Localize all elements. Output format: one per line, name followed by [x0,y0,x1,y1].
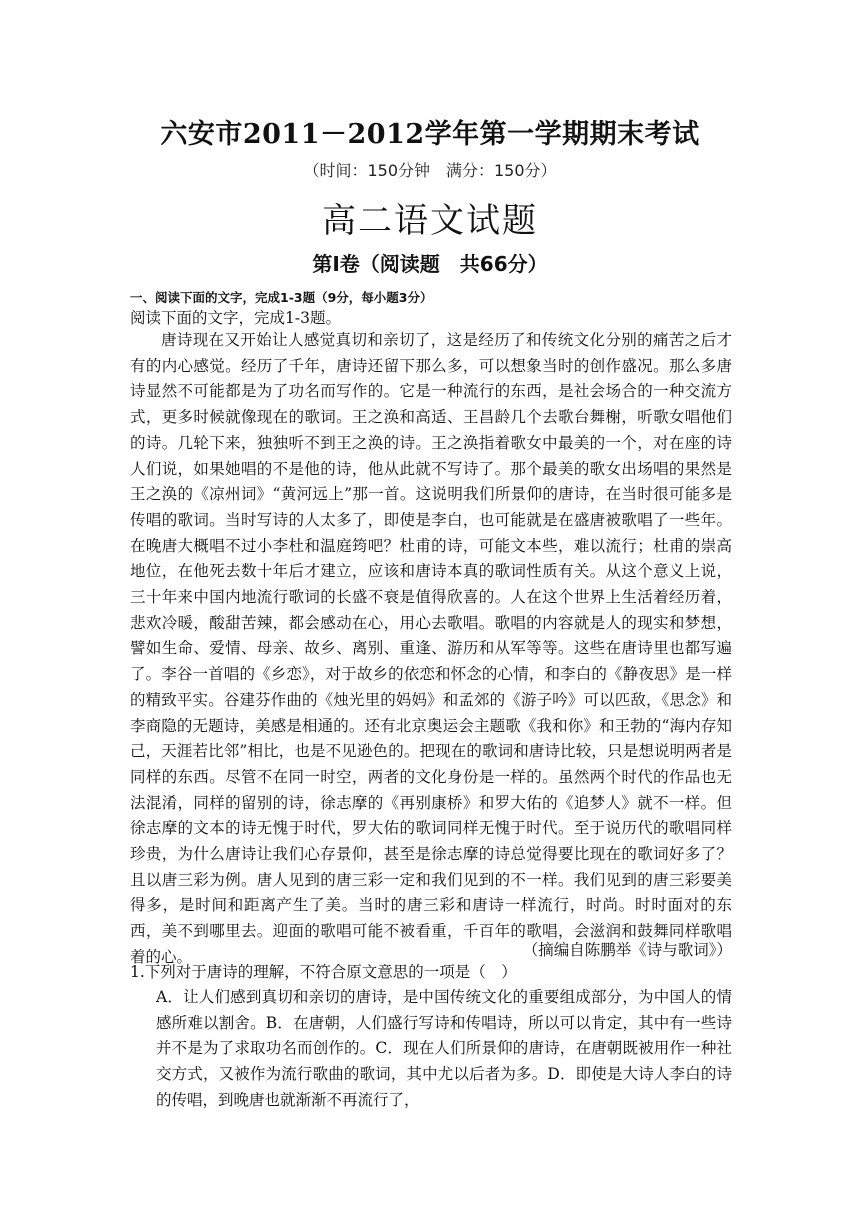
exam-title: 六安市2011－2012学年第一学期期末考试 [160,119,700,150]
section-instruction: 阅读下面的文字，完成1-3题。 [130,309,341,327]
reading-passage: 唐诗现在又开始让人感觉真切和亲切了，这是经历了和传统文化分别的痛苦之后才有的内心感觉。经历了千年，唐诗还留下那么多，可以想象当时的创作盛况。那么多唐诗显然不可能都是为了功名而写作的。它是一种流行的东西，是社会场合的一种交流方式，更多时候就像现在的歌词。王之涣和高适、王昌龄几个去歌台舞榭，听歌女唱他们的诗。几轮下来，独独听不到王之涣的诗。王之涣指着歌女中最美的一个，对在座的诗人们说，如果她唱的不是他的诗，他从此就不写诗了。那个最美的歌女出场唱的果然是王之涣的《凉州词》“黄河远上”那一首。这说明我们所景仰的唐诗，在当时很可能多是传唱的歌词。当时写诗的人太多了，即使是李白，也可能就是在盛唐被歌唱了一些年。在晚唐大概唱不过小李杜和温庭筠吧？杜甫的诗，可能文本些，难以流行；杜甫的崇高地位，在他死去数十年后才建立，应该和唐诗本真的歌词性质有关。从这个意义上说，三十年来中国内地流行歌词的长盛不衰是值得欣喜的。人在这个世界上生活着经历着，悲欢冷暖，酸甜苦辣，都会感动在心，用心去歌唱。歌唱的内容就是人的现实和梦想，譬如生命、爱情、母亲、故乡、离别、重逢、游历和从军等等。这些在唐诗里也都写遍了。李谷一首唱的《乡恋》，对于故乡的依恋和怀念的心情，和李白的《静夜思》是一样的精致平实。谷建芬作曲的《烛光里的妈妈》和孟郊的《游子吟》可以匹敌，《思念》和李商隐的无题诗，美感是相通的。还有北京奥运会主题歌《我和你》和王勃的“海内存知己，天涯若比邻”相比，也是不见逊色的。把现在的歌词和唐诗比较，只是想说明两者是同样的东西。尽管不在同一时空，两者的文化身份是一样的。虽然两个时代的作品也无法混淆，同样的留别的诗，徐志摩的《再别康桥》和罗大佑的《追梦人》就不一样。但徐志摩的文本的诗无愧于时代，罗大佑的歌词同样无愧于时代。至于说历代的歌唱同样珍贵，为什么唐诗让我们心存景仰，甚至是徐志摩的诗总觉得要比现在的歌词好多了？且以唐三彩为例。唐人见到的唐三彩一定和我们见到的不一样。我们见到的唐三彩要美得多，是时间和距离产生了美。当时的唐三彩和唐诗一样流行，时尚。时时面对的东西，美不到哪里去。迎面的歌唱可能不被看重，千百年的歌唱，会滋润和鼓舞同样歌唱着的心。 [130,331,732,966]
exam-subject-title: 高二语文试题 [322,201,538,241]
section-instruction-bold: 一、阅读下面的文字，完成1-3题（9分，每小题3分） [130,290,433,305]
passage-source: （摘编自陈鹏举《诗与歌词》） [522,941,732,959]
question-1-stem: 1.下列对于唐诗的理解，不符合原文意思的一项是（ ） [130,963,517,981]
exam-time-score: （时间：150分钟 满分：150分） [303,161,557,180]
volume-heading: 第Ⅰ卷（阅读题 共66分） [312,252,548,276]
question-1-options: A．让人们感到真切和亲切的唐诗，是中国传统文化的重要组成部分，为中国人的情感所难以割舍。B．在唐朝，人们盛行写诗和传唱诗，所以可以肯定，其中有一些诗并不是为了求取功名而创作的。C．现在人们所景仰的唐诗，在唐朝既被用作一种社交方式，又被作为流行歌曲的歌词，其中尤以后者为多。D．即使是大诗人李白的诗的传唱，到晚唐也就渐渐不再流行了， [156,988,732,1109]
